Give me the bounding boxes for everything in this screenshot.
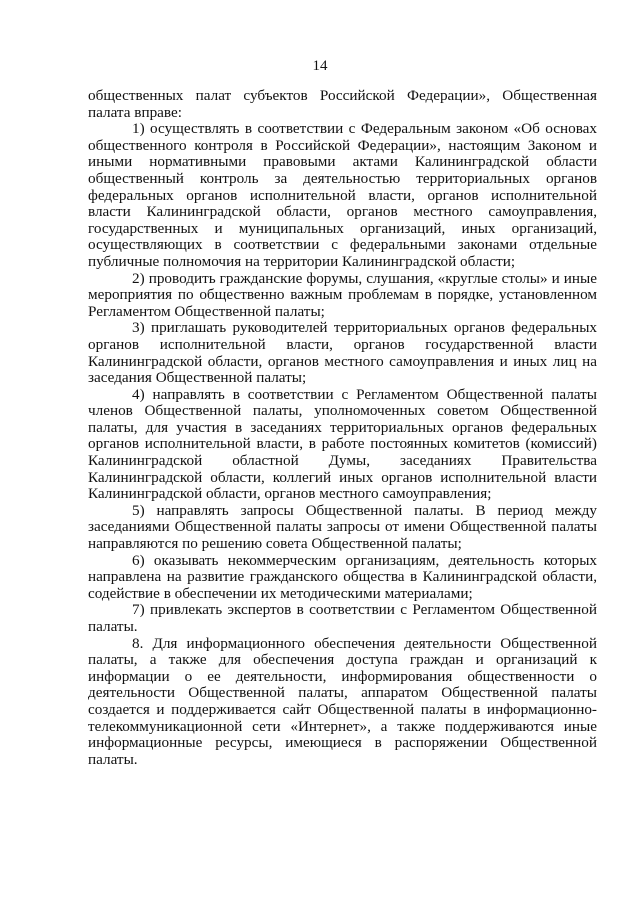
list-item-2: 2) проводить гражданские форумы, слушания, «круглые столы» и иные мероприятия по общественно важным проблемам в порядке, установленном Регламентом Общественной палаты; xyxy=(88,269,597,320)
document-body xyxy=(88,88,597,768)
list-item-1: 1) осуществлять в соответствии с Федеральным законом «Об основах общественного контроля в Российской Федерации», настоящим Законом и иными нормативными правовыми актами Калининградской области общественный контроль за деятельностью территориальных органов федеральных органов исполнительной власти, органов исполнительной власти Калининградской области, органов местного самоуправления, государственных и муниципальных организаций, иных организаций, осуществляющих в соответствии с федеральными законами отдельные публичные полномочия на территории Калининградской области; xyxy=(88,120,597,270)
paragraph-continuation: общественных палат субъектов Российской Федерации», Общественная палата вправе: xyxy=(88,87,597,121)
page-number: 14 xyxy=(312,58,328,74)
list-item-6: 6) оказывать некоммерческим организациям, деятельность которых направлена на развитие гражданского общества в Калининградской области, содействие в обеспечении их методическими материалами; xyxy=(88,551,597,602)
list-item-7: 7) привлекать экспертов в соответствии с Регламентом Общественной палаты. xyxy=(88,601,597,635)
list-item-3: 3) приглашать руководителей территориальных органов федеральных органов исполнительной власти, органов государственной власти Калининградской области, органов местного самоуправления и иных лиц на заседания Общественной палаты; xyxy=(88,319,597,387)
list-item-5: 5) направлять запросы Общественной палаты. В период между заседаниями Общественной палаты запросы от имени Общественной палаты направляются по решению совета Общественной палаты; xyxy=(88,501,597,553)
section-8-paragraph: 8. Для информационного обеспечения деятельности Общественной палаты, а также для обеспечения доступа граждан и организаций к информации о ее деятельности, информирования общественности о деятельности Общественной палаты, аппаратом Общественной палаты создается и поддерживается сайт Общественной палаты в информационно-телекоммуникационной сети «Интернет», а также поддерживаются иные информационные ресурсы, имеющиеся в распоряжении Общественной палаты. xyxy=(88,634,597,768)
list-item-4: 4) направлять в соответствии с Регламентом Общественной палаты членов Общественной палаты, уполномоченных советом Общественной палаты, для участия в заседаниях территориальных органов федеральных органов исполнительной власти, в работе постоянных комитетов (комиссий) Калининградской областной Думы, заседаниях Правительства Калининградской области, коллегий иных органов исполнительной власти Калининградской области, органов местного самоуправления; xyxy=(88,385,597,503)
